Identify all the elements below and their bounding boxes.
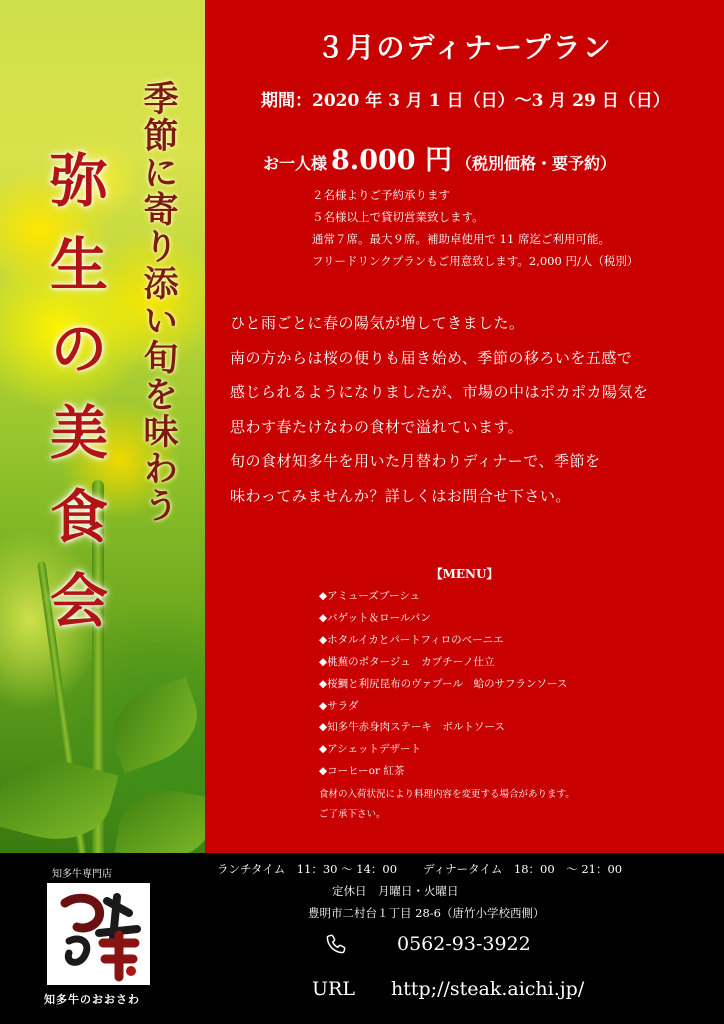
disclaimer-line: 食材の入荷状況により料理内容を変更する場合があります。 [319,789,575,800]
intro-line: 南の方からは桜の便りも届き始め、季節の移ろいを五感で [230,348,633,367]
menu-disclaimer [319,785,575,825]
menu-item: ◆桜鯛と利尻昆布のヴァプール 蛤のサフランソース [319,677,568,690]
note-line: ２名様よりご予約承ります [312,188,450,202]
price-prefix: お一人様 [263,154,328,173]
shop-address: 豊明市二村台１丁目 28-6（唐竹小学校西側） [308,906,545,920]
price-line [263,138,616,177]
phone-icon [325,933,347,955]
logo-caption: 知多牛のおおさわ [44,993,140,1006]
tagline: 季節に寄り添い旬を味わう [138,80,179,524]
intro-text [230,306,649,514]
shop-logo-graphic [47,883,150,985]
business-hours [217,861,648,877]
menu-item: ◆ホタルイカとパートフィロのベーニエ [319,633,504,646]
dinner-hours: ディナータイム 18：00 ～ 21：00 [423,862,623,876]
disclaimer-line: ご了承下さい。 [319,809,386,820]
intro-line: 感じられるようになりましたが、市場の中はポカポカ陽気を [230,383,649,402]
shop-type-label: 知多牛専門店 [52,869,112,880]
menu-item: ◆知多牛赤身肉ステーキ ボルトソース [319,721,505,734]
note-line: フリードリンクプランもご用意致します。2,000 円/人（税別） [312,254,639,268]
plan-title: ３月のディナープラン [316,31,613,64]
leaf [101,677,205,774]
closed-days: 定休日 月曜日・火曜日 [332,884,459,898]
lunch-hours: ランチタイム 11：30 ～ 14：00 [217,862,398,876]
website-url[interactable]: http;//steak.aichi.jp/ [391,978,585,1000]
reservation-notes [312,184,638,272]
price-suffix: （税別価格・要予約） [455,154,616,173]
price-value: 8.000 円 [331,145,452,176]
intro-line: ひと雨ごとに春の陽気が増してきました。 [230,314,525,332]
menu-item: ◆桃蕪のポタージュ カプチーノ仕立 [319,655,495,668]
rapeseed-flower-photo [0,0,205,853]
menu-list [319,586,567,783]
note-line: 通常７席。最大９席。補助卓使用で 11 席迄ご利用可能。 [312,232,610,246]
plan-period: 期間：2020 年 3 月 1 日（日）～3 月 29 日（日） [261,91,670,111]
shop-logo [47,883,150,985]
intro-line: 味わってみませんか？詳しくはお問合せ下さい。 [230,486,571,505]
note-line: ５名様以上で貸切営業致します。 [312,210,484,224]
menu-item: ◆アミューズブーシュ [319,590,421,602]
leaf [115,783,205,853]
shop-footer [0,853,724,1024]
menu-item: ◆アシェットデザート [319,743,421,756]
menu-item: ◆コーヒーor 紅茶 [319,765,405,778]
menu-item: ◆サラダ [319,699,359,712]
intro-line: 旬の食材知多牛を用いた月替わりディナーで、季節を [230,452,601,471]
dinner-plan-panel [205,0,724,853]
event-title: 弥生の美食会 [40,150,108,654]
url-label: URL [312,978,355,1000]
phone-number[interactable]: 0562-93-3922 [397,933,531,955]
intro-line: 思わす春たけなわの食材で溢れています。 [230,417,524,436]
menu-heading: 【MENU】 [430,567,499,581]
menu-item: ◆バゲット＆ロールパン [319,611,431,624]
